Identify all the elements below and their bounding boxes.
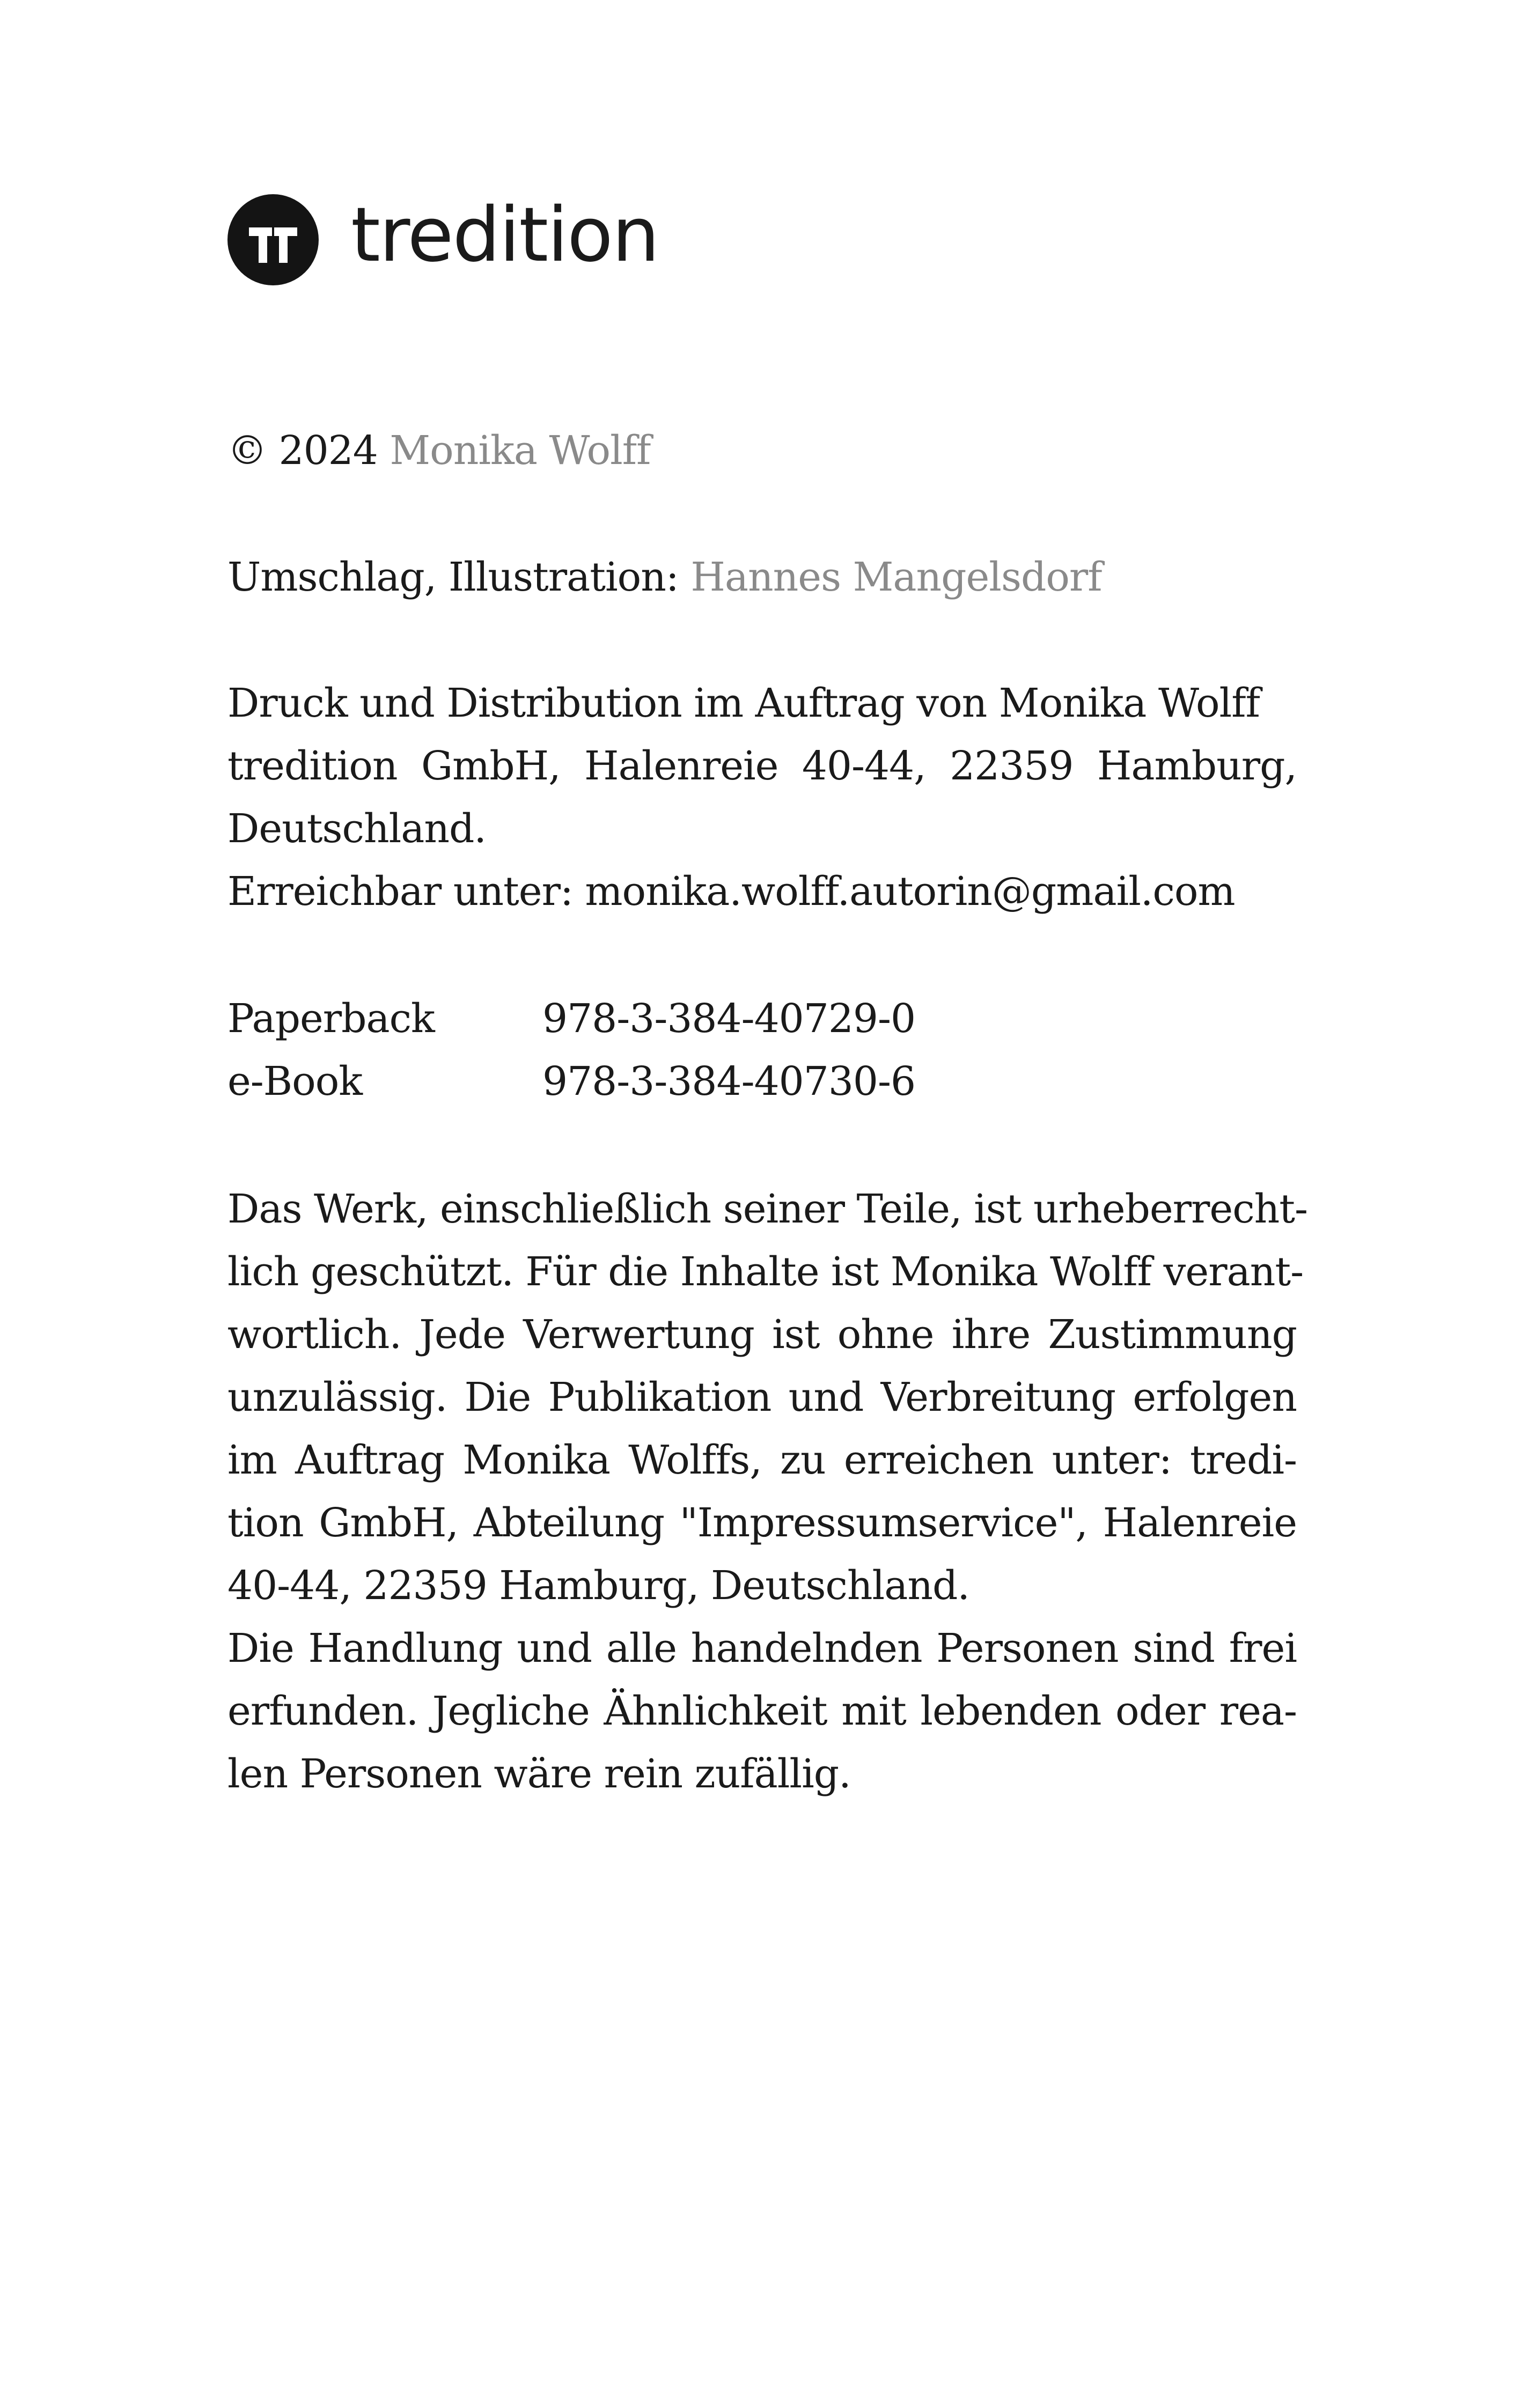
legal-line: lich geschützt. Für die Inhalte ist Monika Wolff verant- — [227, 1249, 1304, 1295]
tredition-wordmark: tredition — [351, 192, 659, 279]
isbn-row — [227, 1050, 1297, 1113]
publisher-logo — [227, 194, 658, 285]
tredition-logo-icon — [227, 194, 319, 285]
print-line: Druck und Distribution im Auftrag von Monika Wolff — [227, 680, 1260, 726]
cover-credit-label: Umschlag, Illustration: — [227, 554, 679, 600]
legal-line: len Personen wäre rein zufällig. — [227, 1751, 851, 1797]
isbn-number: 978-3-384-40729-0 — [542, 996, 916, 1042]
copyright-author: Monika Wolff — [390, 428, 651, 474]
isbn-format: Paperback — [227, 996, 435, 1042]
legal-line: im Auftrag Monika Wolffs, zu erreichen unter: tredi- — [227, 1437, 1297, 1483]
copyright-line — [227, 419, 1297, 482]
isbn-number: 978-3-384-40730-6 — [542, 1058, 916, 1104]
legal-line: Die Handlung und alle handelnden Personen sind frei — [227, 1625, 1297, 1671]
contact-line: Erreichbar unter: monika.wolff.autorin@gmail.com — [227, 868, 1235, 915]
legal-line: wortlich. Jede Verwertung ist ohne ihre Zustimmung — [227, 1312, 1297, 1358]
isbn-format: e-Book — [227, 1058, 363, 1104]
legal-line: unzulässig. Die Publikation und Verbreitung erfolgen — [227, 1374, 1297, 1420]
legal-notice — [227, 1178, 1308, 1806]
cover-credit-name: Hannes Mangelsdorf — [690, 554, 1102, 600]
legal-line: 40-44, 22359 Hamburg, Deutschland. — [227, 1563, 969, 1609]
print-line: tredition GmbH, Halenreie 40-44, 22359 Hamburg, — [227, 743, 1297, 789]
cover-credit — [227, 546, 1297, 609]
print-distribution — [227, 672, 1297, 923]
legal-line: erfunden. Jegliche Ähnlichkeit mit lebenden oder rea- — [227, 1688, 1297, 1734]
legal-line: tion GmbH, Abteilung "Impressumservice", Halenreie — [227, 1500, 1297, 1546]
isbn-row — [227, 988, 1297, 1050]
legal-line: Das Werk, einschließlich seiner Teile, ist urheberrecht- — [227, 1186, 1308, 1232]
print-line: Deutschland. — [227, 806, 486, 852]
copyright-prefix: © 2024 — [227, 428, 378, 474]
isbn-list — [227, 988, 1297, 1113]
